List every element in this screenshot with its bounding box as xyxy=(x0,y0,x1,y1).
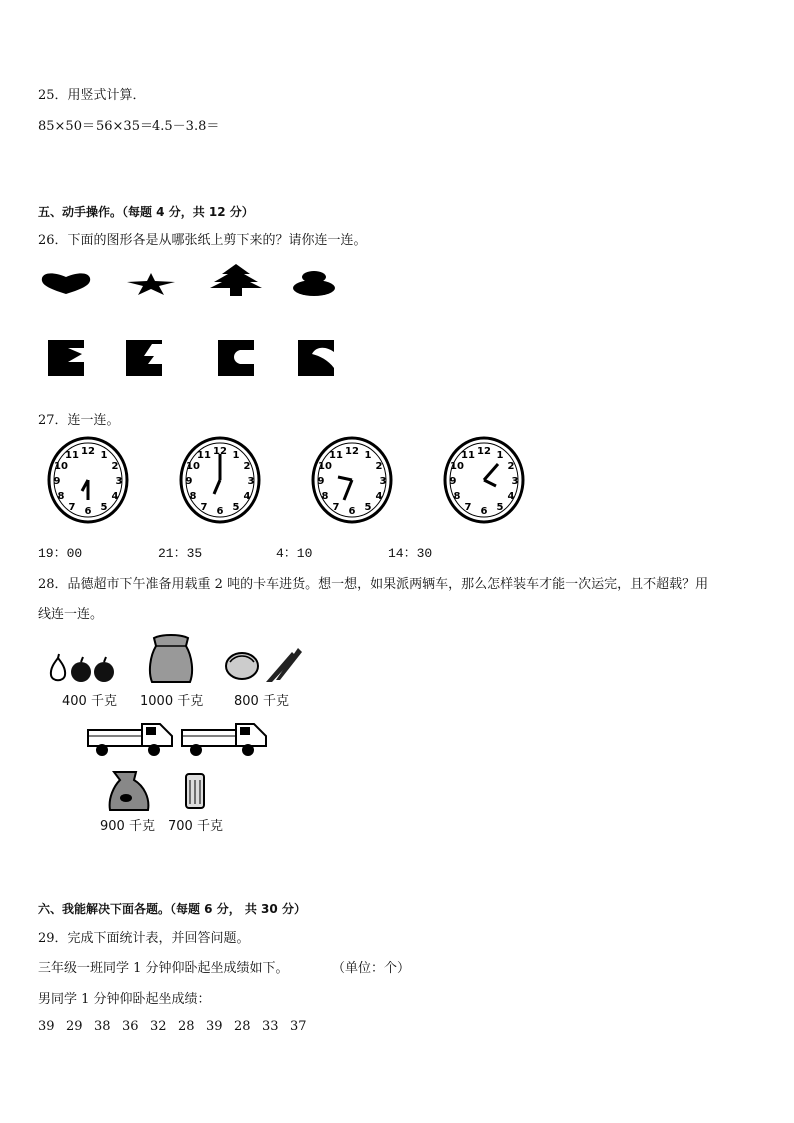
score-3: 38 xyxy=(94,1019,111,1034)
truck-1-icon xyxy=(86,718,174,758)
svg-text:10: 10 xyxy=(450,461,464,472)
svg-text:8: 8 xyxy=(321,491,329,502)
svg-text:1: 1 xyxy=(364,450,372,461)
svg-text:4: 4 xyxy=(111,491,119,502)
score-9: 33 xyxy=(262,1019,279,1034)
q29-line2: 三年级一班同学 1 分钟仰卧起坐成绩如下。 xyxy=(38,961,289,976)
q29-line1: 29．完成下面统计表，并回答问题。 xyxy=(38,931,250,946)
svg-text:12: 12 xyxy=(81,446,95,457)
svg-text:2: 2 xyxy=(375,461,383,472)
heart-shape-icon xyxy=(40,272,92,296)
svg-text:3: 3 xyxy=(379,476,387,487)
svg-text:12: 12 xyxy=(213,446,227,457)
svg-text:3: 3 xyxy=(247,476,255,487)
paper-piece-3-icon xyxy=(218,340,254,376)
tree-shape-icon xyxy=(210,264,262,296)
svg-text:12: 12 xyxy=(345,446,359,457)
bag-icon xyxy=(106,770,152,812)
truck-2-icon xyxy=(180,718,268,758)
fruit-icon xyxy=(48,654,120,684)
svg-text:11: 11 xyxy=(329,450,343,461)
sack-icon xyxy=(148,634,194,684)
time-label-4: 14：30 xyxy=(388,546,433,561)
paper-piece-2-icon xyxy=(126,340,162,376)
cake-shape-icon xyxy=(292,270,336,296)
clock-4-icon xyxy=(442,436,526,524)
time-label-3: 4：10 xyxy=(276,546,313,561)
score-10: 37 xyxy=(290,1019,307,1034)
clock-3-icon xyxy=(310,436,394,524)
svg-text:8: 8 xyxy=(189,491,197,502)
svg-text:9: 9 xyxy=(185,476,193,487)
svg-text:11: 11 xyxy=(461,450,475,461)
svg-text:5: 5 xyxy=(232,502,240,513)
svg-text:3: 3 xyxy=(511,476,519,487)
star-shape-icon xyxy=(126,273,176,295)
svg-text:4: 4 xyxy=(375,491,383,502)
svg-text:9: 9 xyxy=(449,476,457,487)
svg-text:7: 7 xyxy=(200,502,208,513)
svg-text:7: 7 xyxy=(464,502,472,513)
q28-line1: 28．品德超市下午准备用载重 2 吨的卡车进货。想一想，如果派两辆车，那么怎样装车才能一次运完，且不超载？用 xyxy=(38,577,709,592)
weight-label-fruit: 400 千克 xyxy=(62,694,117,709)
svg-text:9: 9 xyxy=(53,476,61,487)
svg-text:8: 8 xyxy=(453,491,461,502)
svg-text:6: 6 xyxy=(84,506,92,517)
barrel-icon xyxy=(184,772,206,810)
score-7: 39 xyxy=(206,1019,223,1034)
vegetables-icon xyxy=(222,644,302,684)
q25-expr-3: 4.5－3.8＝ xyxy=(152,119,220,134)
q25-title: 25．用竖式计算． xyxy=(38,88,146,103)
svg-text:2: 2 xyxy=(111,461,119,472)
score-8: 28 xyxy=(234,1019,251,1034)
svg-text:10: 10 xyxy=(318,461,332,472)
q25-expr-1: 85×50＝ xyxy=(38,119,95,134)
svg-text:7: 7 xyxy=(68,502,76,513)
svg-text:12: 12 xyxy=(477,446,491,457)
svg-text:5: 5 xyxy=(364,502,372,513)
weight-label-bag: 900 千克 xyxy=(100,819,155,834)
section6-heading: 六、我能解决下面各题。（每题 6 分， 共 30 分） xyxy=(38,902,306,916)
svg-text:1: 1 xyxy=(232,450,240,461)
time-label-2: 21：35 xyxy=(158,546,203,561)
weight-label-sack: 1000 千克 xyxy=(140,694,204,709)
paper-piece-1-icon xyxy=(48,340,84,376)
svg-text:8: 8 xyxy=(57,491,65,502)
q26-text: 26．下面的图形各是从哪张纸上剪下来的？请你连一连。 xyxy=(38,233,367,248)
score-5: 32 xyxy=(150,1019,167,1034)
svg-text:5: 5 xyxy=(100,502,108,513)
section5-heading: 五、动手操作。（每题 4 分，共 12 分） xyxy=(38,205,254,219)
q29-line3: 男同学 1 分钟仰卧起坐成绩： xyxy=(38,992,211,1007)
svg-text:11: 11 xyxy=(197,450,211,461)
svg-text:7: 7 xyxy=(332,502,340,513)
svg-text:6: 6 xyxy=(480,506,488,517)
svg-text:6: 6 xyxy=(348,506,356,517)
score-6: 28 xyxy=(178,1019,195,1034)
svg-text:5: 5 xyxy=(496,502,504,513)
svg-text:10: 10 xyxy=(186,461,200,472)
q25-expr-2: 56×35＝ xyxy=(96,119,153,134)
svg-text:2: 2 xyxy=(243,461,251,472)
svg-text:10: 10 xyxy=(54,461,68,472)
q27-title: 27．连一连。 xyxy=(38,413,120,428)
weight-label-vegetables: 800 千克 xyxy=(234,694,289,709)
q28-line2: 线连一连。 xyxy=(38,607,104,622)
score-1: 39 xyxy=(38,1019,55,1034)
clock-2-icon xyxy=(178,436,262,524)
svg-text:9: 9 xyxy=(317,476,325,487)
weight-label-barrel: 700 千克 xyxy=(168,819,223,834)
time-label-1: 19：00 xyxy=(38,546,83,561)
svg-text:4: 4 xyxy=(507,491,515,502)
svg-text:1: 1 xyxy=(100,450,108,461)
svg-text:4: 4 xyxy=(243,491,251,502)
svg-text:2: 2 xyxy=(507,461,515,472)
svg-text:11: 11 xyxy=(65,450,79,461)
score-4: 36 xyxy=(122,1019,139,1034)
q29-unit: （单位：个） xyxy=(332,961,411,976)
paper-piece-4-icon xyxy=(298,340,334,376)
svg-text:6: 6 xyxy=(216,506,224,517)
svg-text:1: 1 xyxy=(496,450,504,461)
score-2: 29 xyxy=(66,1019,83,1034)
svg-text:3: 3 xyxy=(115,476,123,487)
clock-1-icon xyxy=(46,436,130,524)
